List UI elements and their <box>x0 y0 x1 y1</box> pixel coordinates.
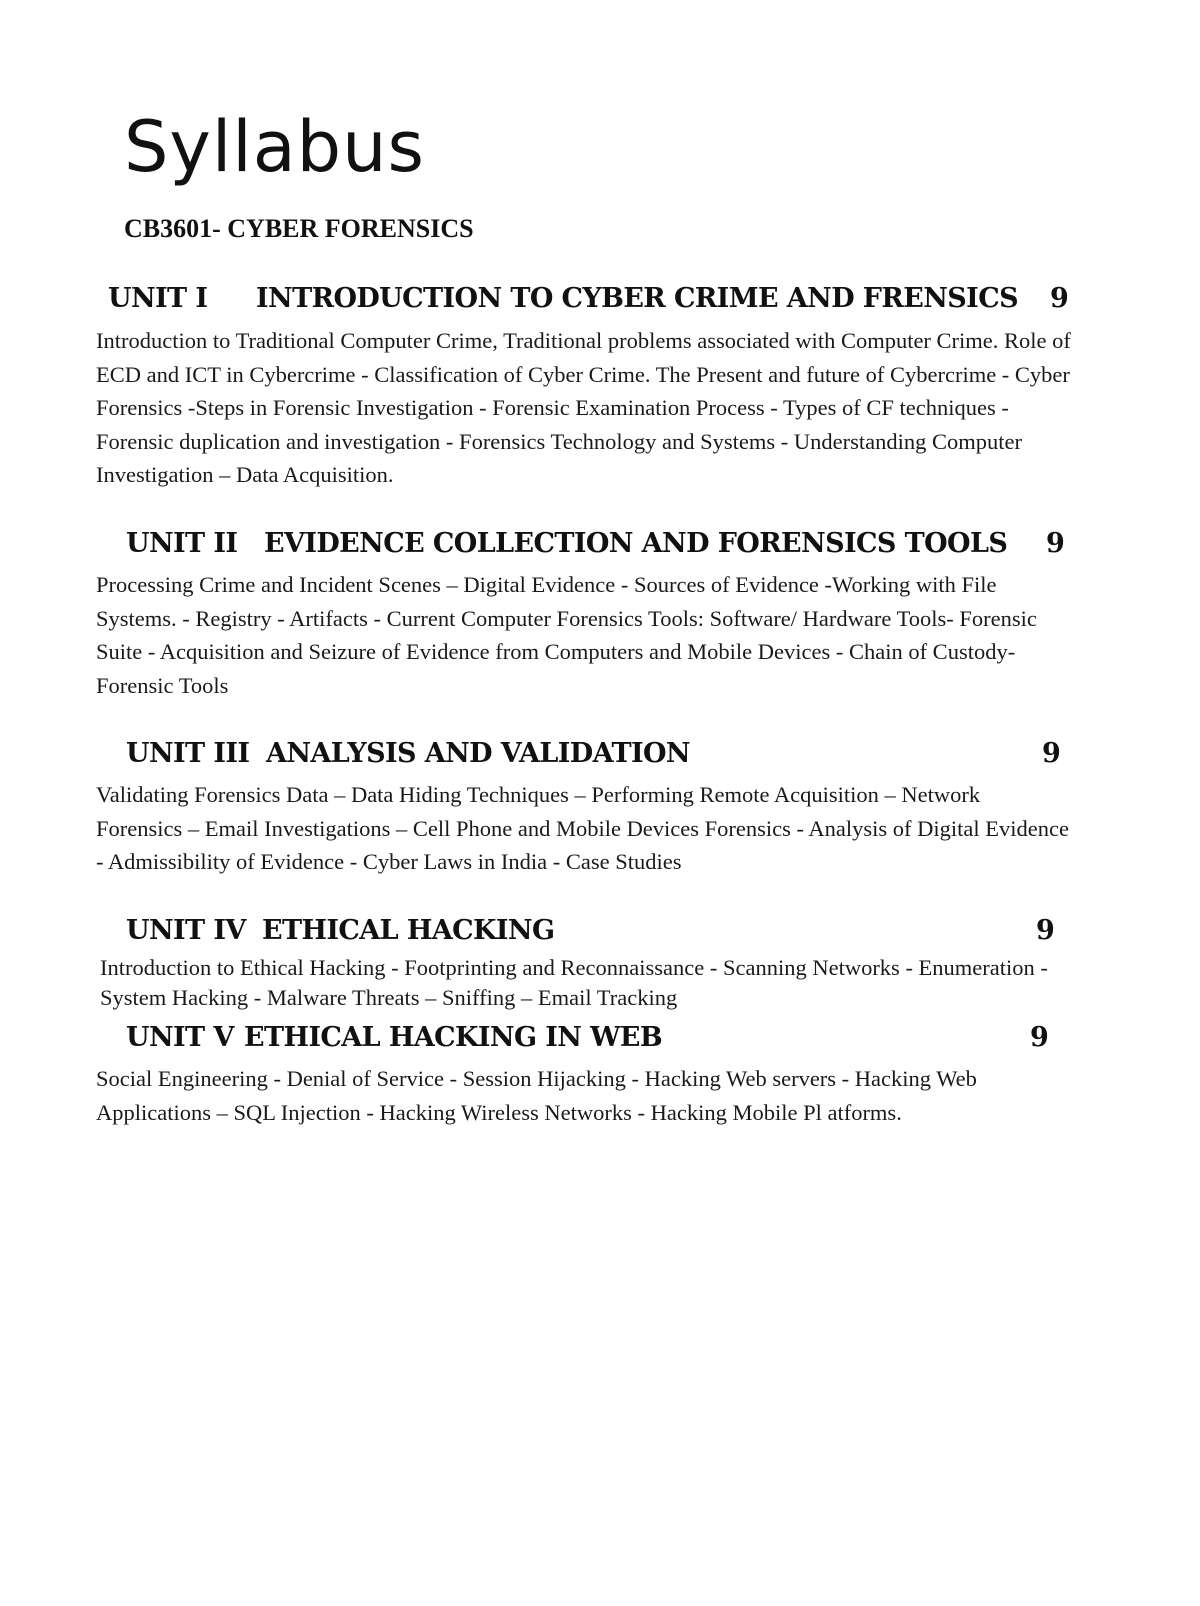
page-title: Syllabus <box>124 106 425 188</box>
unit-2-code: UNIT II <box>126 528 238 559</box>
unit-3-hours: 9 <box>1042 738 1061 769</box>
unit-4-code: UNIT IV <box>126 915 246 946</box>
unit-4-name: ETHICAL HACKING <box>262 915 555 946</box>
unit-1-code: UNIT I <box>108 283 208 314</box>
unit-3-code: UNIT III <box>126 738 250 769</box>
unit-5-hours: 9 <box>1030 1022 1049 1053</box>
unit-1-heading <box>108 283 1018 315</box>
unit-4-content: Introduction to Ethical Hacking - Footprinting and Reconnaissance - Scanning Networks - Enumeration - System Hacking - Malware Threats – Sniffing – Email Tracking <box>100 955 1048 1010</box>
unit-2-hours: 9 <box>1046 528 1065 559</box>
unit-1-content: Introduction to Traditional Computer Crime, Traditional problems associated with Computer Crime. Role of ECD and ICT in Cybercrime - Classification of Cyber Crime. The Present and future of Cybercrime - Cyber Forensics -Steps in Forensic Investigation - Forensic Examination Process - Types of CF techniques - Forensic duplication and investigation - Forensics Technology and Systems - Understanding Computer Investigation – Data Acquisition. <box>96 328 1071 487</box>
unit-2-content: Processing Crime and Incident Scenes – Digital Evidence - Sources of Evidence -Working with File Systems. - Registry - Artifacts - Current Computer Forensics Tools: Software/ Hardware Tools- Forensic Suite - Acquisition and Seizure of Evidence from Computers and Mobile Devices - Chain of Custody- Forensic Tools <box>96 572 1037 698</box>
unit-5-heading <box>126 1022 662 1054</box>
unit-5-code: UNIT V <box>126 1022 234 1053</box>
unit-4-hours: 9 <box>1036 915 1055 946</box>
unit-5-content: Social Engineering - Denial of Service - Session Hijacking - Hacking Web servers - Hacking Web Applications – SQL Injection - Hacking Wireless Networks - Hacking Mobile Pl atforms. <box>96 1066 977 1125</box>
unit-2-heading <box>126 528 1007 560</box>
unit-2-name: EVIDENCE COLLECTION AND FORENSICS TOOLS <box>264 528 1008 559</box>
unit-3-name: ANALYSIS AND VALIDATION <box>266 738 691 769</box>
unit-3-heading <box>126 738 690 770</box>
unit-4-heading <box>126 915 554 947</box>
unit-1-name: INTRODUCTION TO CYBER CRIME AND FRENSICS <box>256 283 1018 314</box>
unit-1-hours: 9 <box>1050 283 1069 314</box>
course-title: CB3601- CYBER FORENSICS <box>124 214 474 243</box>
unit-5-name: ETHICAL HACKING IN WEB <box>244 1022 663 1053</box>
unit-3-content: Validating Forensics Data – Data Hiding Techniques – Performing Remote Acquisition – Network Forensics – Email Investigations – Cell Phone and Mobile Devices Forensics - Analysis of Digital Evidence - Admissibility of Evidence - Cyber Laws in India - Case Studies <box>96 782 1069 874</box>
